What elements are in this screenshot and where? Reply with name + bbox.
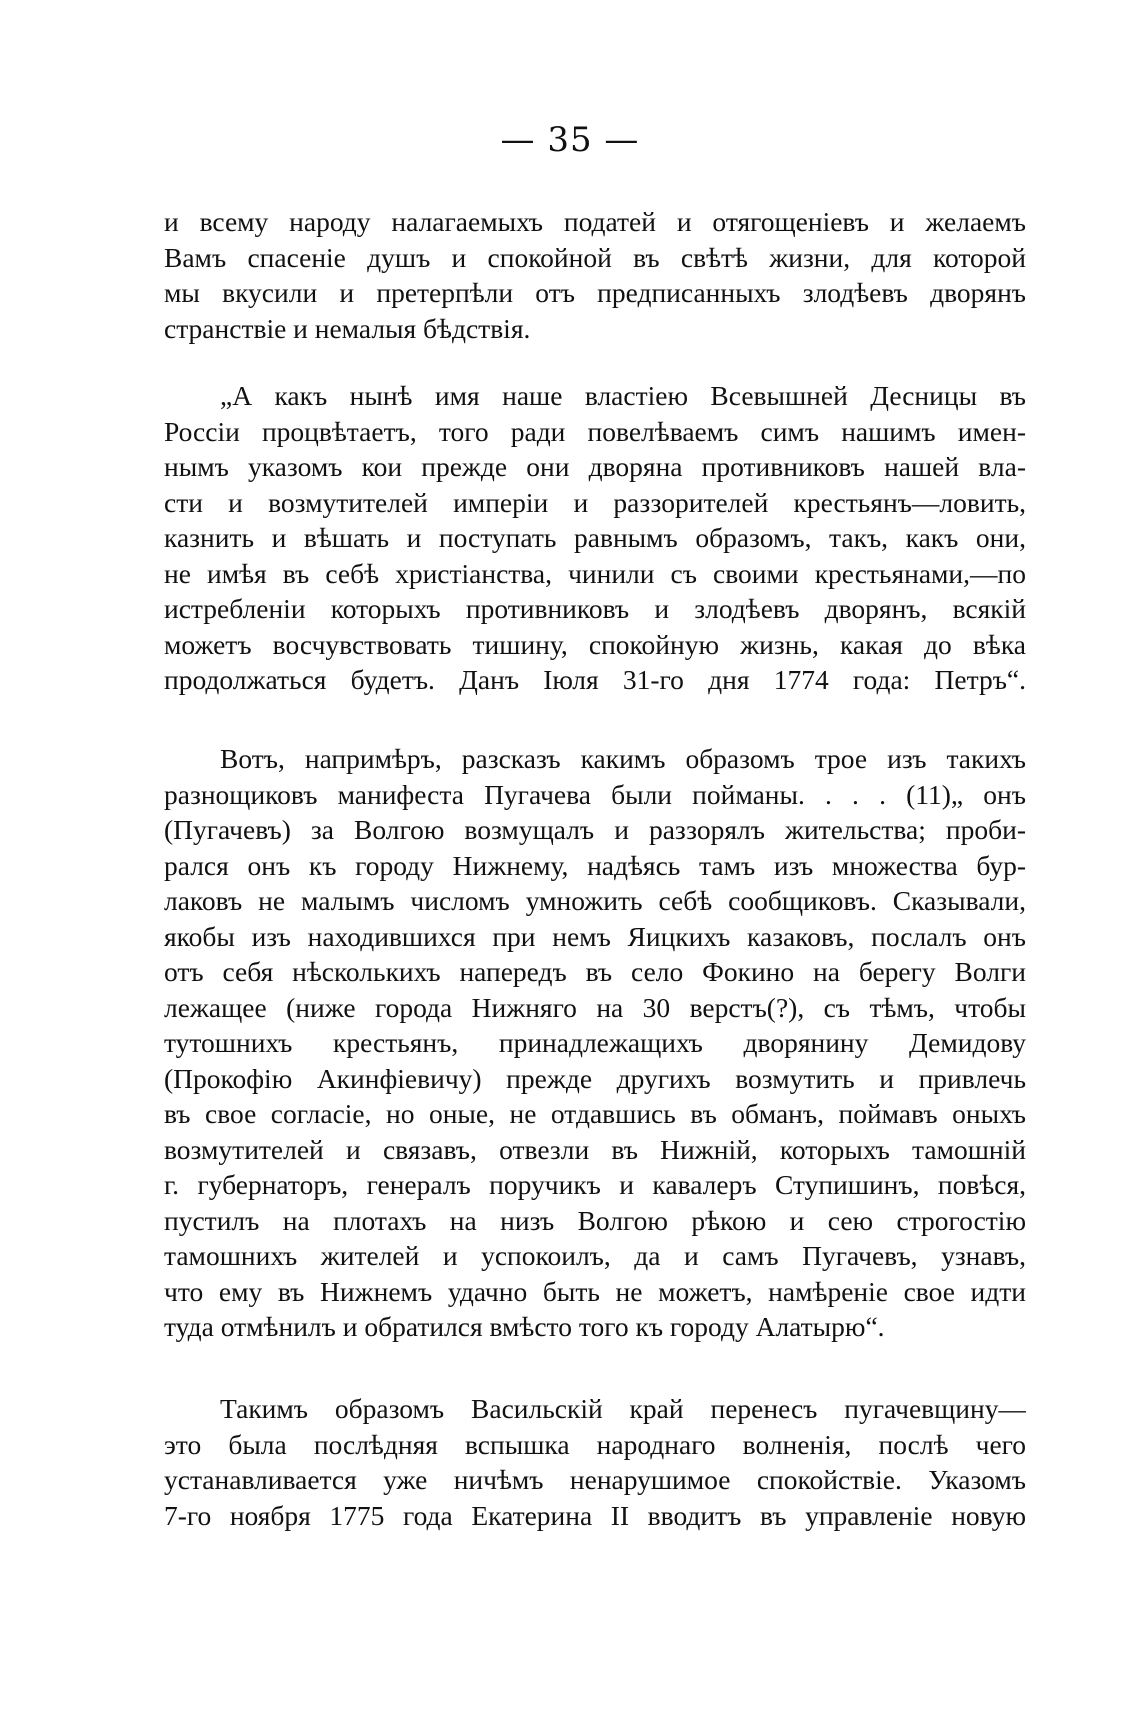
text-line: и всему народу налагаемыхъ податей и отягощеніевъ и желаемъ [164,206,1026,237]
text-line: сти и возмутителей имперіи и раззорителей крестьянъ—ловить, [164,486,1026,518]
text-line: это была послѣдняя вспышка народнаго волненія, послѣ чего [164,1428,1026,1460]
text-line: казнить и вѣшать и поступать равнымъ образомъ, такъ, какъ они, [164,522,1026,553]
text-line: Такимъ образомъ Васильскій край перенесъ пугачевщину— [220,1393,1026,1424]
text-line: странствіе и немалыя бѣдствія. [164,312,531,344]
text-line: 7-го ноября 1775 года Екатерина II вводитъ въ управленіе новую [164,1499,1026,1531]
page-number: — 35 — [500,120,640,160]
text-line: продолжаться будетъ. Данъ Іюля 31-го дня 1774 года: Петръ“. [164,664,1026,695]
paragraph-3 [164,741,1026,1345]
text-line: нымъ указомъ кои прежде они дворяна противниковъ нашей вла- [164,451,1026,482]
text-line: лежащее (ниже города Нижняго на 30 верстъ(?), съ тѣмъ, чтобы [164,991,1026,1023]
text-line: Вамъ спасеніе душъ и спокойной въ свѣтѣ жизни, для которой [164,241,1026,273]
text-line: мы вкусили и претерпѣли отъ предписанныхъ злодѣевъ дворянъ [164,277,1026,308]
text-line: „А какъ нынѣ имя наше властіею Всевышней Десницы въ [220,380,1026,411]
text-line: г. губернаторъ, генералъ поручикъ и кавалеръ Ступишинъ, повѣся, [164,1169,1026,1200]
text-line: Вотъ, напримѣръ, разсказъ какимъ образомъ трое изъ такихъ [220,743,1026,774]
text-line: лаковъ не малымъ числомъ умножить себѣ сообщиковъ. Сказывали, [164,885,1026,916]
text-line: якобы изъ находившихся при немъ Яицкихъ казаковъ, послалъ онъ [164,920,1026,952]
paragraph-2 [164,378,1026,698]
paragraph-4 [164,1391,1026,1533]
text-line: въ свое согласіе, но оные, не отдавшись въ обманъ, поймавъ оныхъ [164,1098,1026,1129]
text-line: пустилъ на плотахъ на низъ Волгою рѣкою и сею строгостію [164,1204,1026,1236]
text-line: тутошнихъ крестьянъ, принадлежащихъ дворянину Демидову [164,1027,1026,1058]
text-line: Россіи процвѣтаетъ, того ради повелѣваемъ симъ нашимъ имен- [164,415,1026,447]
text-line: можетъ восчувствовать тишину, спокойную жизнь, какая до вѣка [164,628,1026,660]
text-line: тамошнихъ жителей и успокоилъ, да и самъ Пугачевъ, узнавъ, [164,1240,1026,1271]
text-line: (Прокофію Акинфіевичу) прежде другихъ возмутить и привлечь [164,1062,1026,1094]
text-line: (Пугачевъ) за Волгою возмущалъ и раззорялъ жительства; проби- [164,814,1026,845]
text-line: не имѣя въ себѣ христіанства, чинили съ своими крестьянами,—по [164,557,1026,589]
text-line: возмутителей и связавъ, отвезли въ Нижній, которыхъ тамошній [164,1133,1026,1165]
text-line: туда отмѣнилъ и обратился вмѣсто того къ городу Алатырю“. [164,1311,885,1342]
text-line: отъ себя нѣсколькихъ напередъ въ село Фокино на берегу Волги [164,956,1026,987]
text-line: разнощиковъ манифеста Пугачева были пойманы. . . . (11)„ онъ [164,778,1026,810]
text-line: что ему въ Нижнемъ удачно быть не можетъ, намѣреніе свое идти [164,1275,1026,1307]
text-line: истребленіи которыхъ противниковъ и злодѣевъ дворянъ, всякій [164,593,1026,624]
paragraph-1 [164,204,1026,346]
text-line: устанавливается уже ничѣмъ ненарушимое спокойствіе. Указомъ [164,1464,1026,1495]
text-line: рался онъ къ городу Нижнему, надѣясь тамъ изъ множества бур- [164,849,1026,881]
